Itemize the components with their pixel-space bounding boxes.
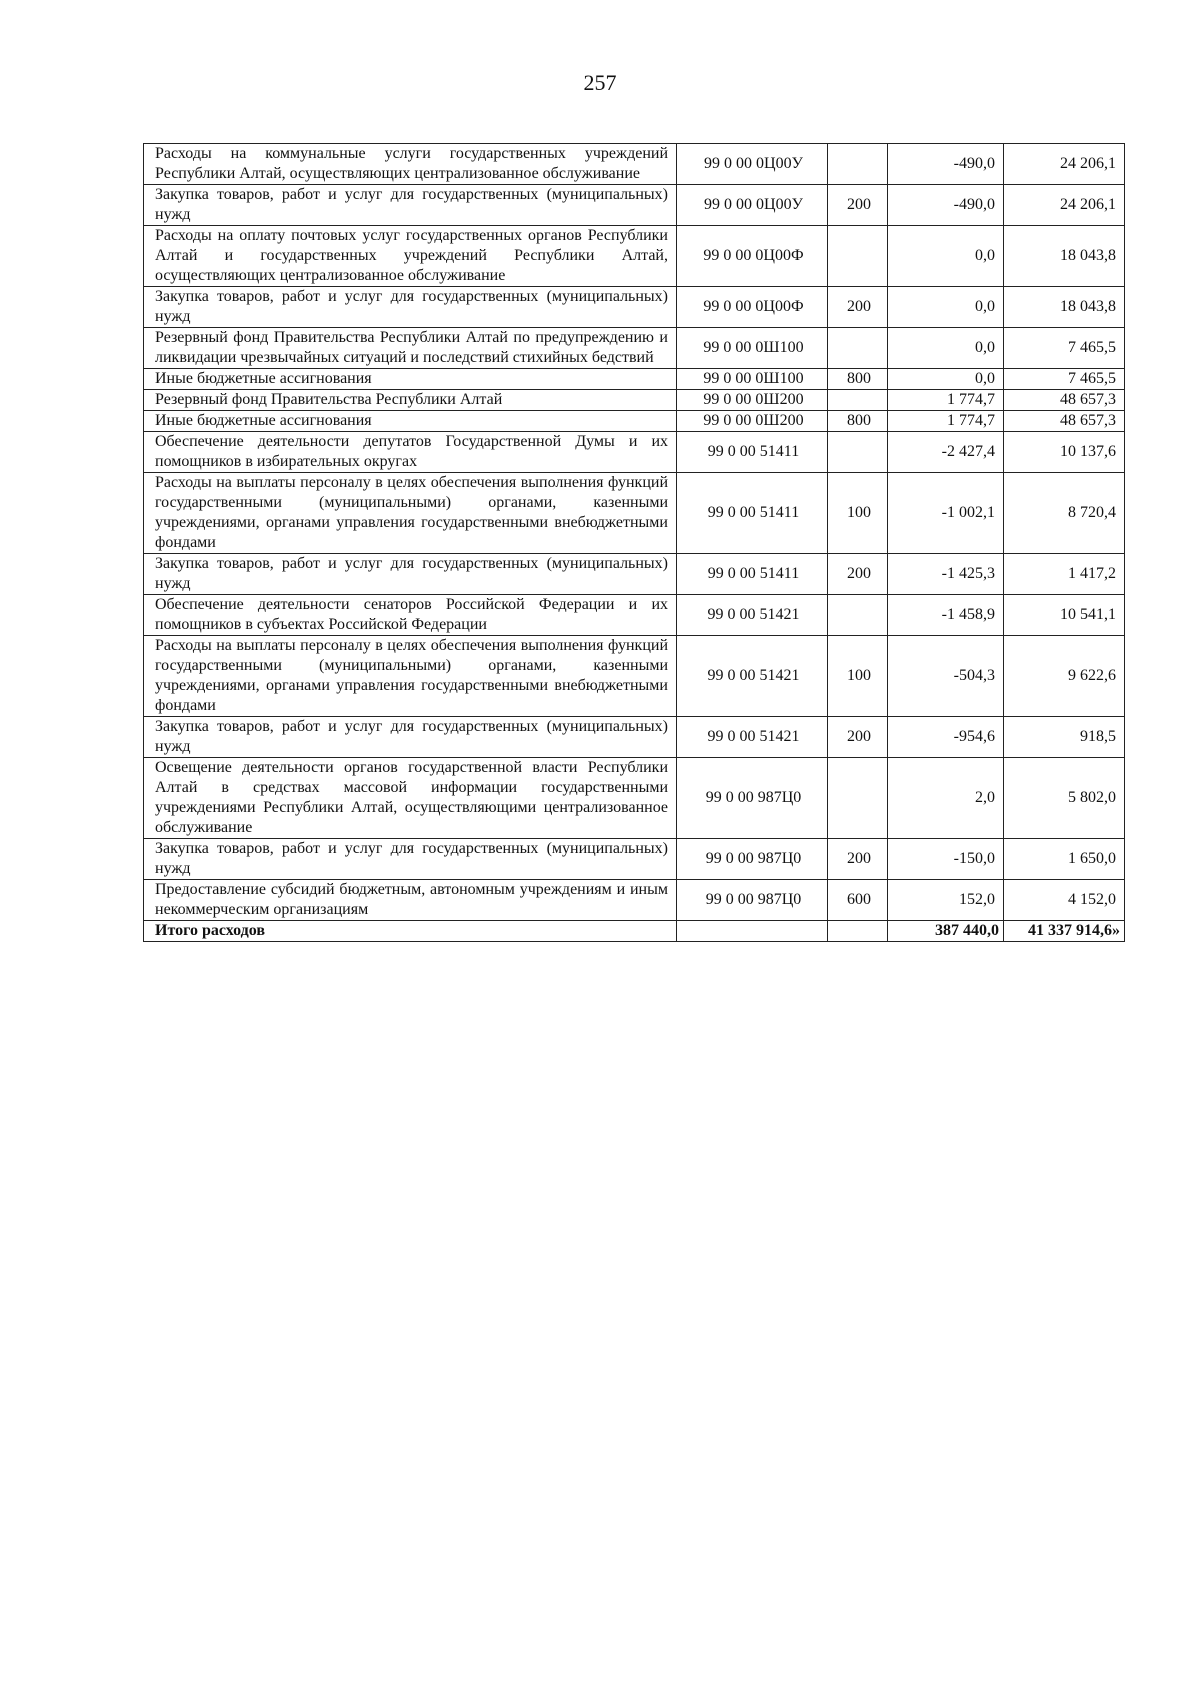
row-total-amount: 24 206,1 xyxy=(1004,185,1125,226)
table-row xyxy=(144,144,1125,185)
row-change-amount: -1 458,9 xyxy=(888,595,1004,636)
row-description: Закупка товаров, работ и услуг для государственных (муниципальных) нужд xyxy=(144,554,677,595)
row-total-amount: 918,5 xyxy=(1004,717,1125,758)
total-label: Итого расходов xyxy=(144,921,677,942)
row-expense-type: 200 xyxy=(828,287,888,328)
budget-table xyxy=(143,143,1125,942)
row-change-amount: -954,6 xyxy=(888,717,1004,758)
row-change-amount: -150,0 xyxy=(888,839,1004,880)
row-change-amount: 152,0 xyxy=(888,880,1004,921)
row-target-code: 99 0 00 51411 xyxy=(677,432,828,473)
row-change-amount: -490,0 xyxy=(888,185,1004,226)
row-total-amount: 9 622,6 xyxy=(1004,636,1125,717)
row-change-amount: 1 774,7 xyxy=(888,390,1004,411)
row-expense-type xyxy=(828,390,888,411)
row-total-amount: 48 657,3 xyxy=(1004,390,1125,411)
row-total-amount: 48 657,3 xyxy=(1004,411,1125,432)
row-total-amount: 1 417,2 xyxy=(1004,554,1125,595)
row-change-amount: 0,0 xyxy=(888,328,1004,369)
row-expense-type xyxy=(828,595,888,636)
row-description: Иные бюджетные ассигнования xyxy=(144,411,677,432)
row-change-amount: -1 425,3 xyxy=(888,554,1004,595)
row-change-amount: -2 427,4 xyxy=(888,432,1004,473)
total-change: 387 440,0 xyxy=(888,921,1004,942)
total-type xyxy=(828,921,888,942)
row-expense-type: 200 xyxy=(828,554,888,595)
row-change-amount: 0,0 xyxy=(888,287,1004,328)
row-total-amount: 10 137,6 xyxy=(1004,432,1125,473)
row-expense-type xyxy=(828,328,888,369)
table-row xyxy=(144,411,1125,432)
row-description: Расходы на оплату почтовых услуг государственных органов Республики Алтай и государственных учреждений Республики Алтай, осуществляющих централизованное обслуживание xyxy=(144,226,677,287)
row-target-code: 99 0 00 0Ш100 xyxy=(677,369,828,390)
row-total-amount: 1 650,0 xyxy=(1004,839,1125,880)
row-expense-type: 600 xyxy=(828,880,888,921)
table-row xyxy=(144,717,1125,758)
table-row xyxy=(144,185,1125,226)
row-description: Резервный фонд Правительства Республики Алтай xyxy=(144,390,677,411)
total-row xyxy=(144,921,1125,942)
row-expense-type: 800 xyxy=(828,411,888,432)
row-target-code: 99 0 00 987Ц0 xyxy=(677,839,828,880)
row-total-amount: 18 043,8 xyxy=(1004,287,1125,328)
row-description: Обеспечение деятельности сенаторов Российской Федерации и их помощников в субъектах Российской Федерации xyxy=(144,595,677,636)
row-expense-type: 800 xyxy=(828,369,888,390)
table-row xyxy=(144,595,1125,636)
table-row xyxy=(144,328,1125,369)
row-total-amount: 24 206,1 xyxy=(1004,144,1125,185)
table-row xyxy=(144,226,1125,287)
row-total-amount: 18 043,8 xyxy=(1004,226,1125,287)
row-target-code: 99 0 00 987Ц0 xyxy=(677,758,828,839)
row-total-amount: 10 541,1 xyxy=(1004,595,1125,636)
row-target-code: 99 0 00 51411 xyxy=(677,554,828,595)
row-description: Освещение деятельности органов государственной власти Республики Алтай в средствах массовой информации государственными учреждениями Республики Алтай, осуществляющими централизованное обслуживание xyxy=(144,758,677,839)
row-total-amount: 8 720,4 xyxy=(1004,473,1125,554)
row-change-amount: 1 774,7 xyxy=(888,411,1004,432)
row-expense-type: 100 xyxy=(828,636,888,717)
table-row xyxy=(144,390,1125,411)
row-change-amount: 0,0 xyxy=(888,369,1004,390)
row-change-amount: -490,0 xyxy=(888,144,1004,185)
table-row xyxy=(144,636,1125,717)
table-row xyxy=(144,432,1125,473)
table-row xyxy=(144,554,1125,595)
row-change-amount: 2,0 xyxy=(888,758,1004,839)
row-description: Расходы на выплаты персоналу в целях обеспечения выполнения функций государственными (муниципальными) органами, казенными учреждениями, органами управления государственными внебюджетными фондами xyxy=(144,636,677,717)
table-row xyxy=(144,287,1125,328)
row-change-amount: -1 002,1 xyxy=(888,473,1004,554)
row-change-amount: -504,3 xyxy=(888,636,1004,717)
table-row xyxy=(144,839,1125,880)
row-target-code: 99 0 00 51421 xyxy=(677,636,828,717)
row-expense-type xyxy=(828,144,888,185)
row-expense-type: 200 xyxy=(828,839,888,880)
row-description: Предоставление субсидий бюджетным, автономным учреждениям и иным некоммерческим организациям xyxy=(144,880,677,921)
row-target-code: 99 0 00 987Ц0 xyxy=(677,880,828,921)
row-expense-type: 200 xyxy=(828,185,888,226)
row-description: Расходы на коммунальные услуги государственных учреждений Республики Алтай, осуществляющих централизованное обслуживание xyxy=(144,144,677,185)
row-target-code: 99 0 00 0Ц00У xyxy=(677,144,828,185)
row-expense-type: 100 xyxy=(828,473,888,554)
row-target-code: 99 0 00 0Ш200 xyxy=(677,390,828,411)
row-expense-type xyxy=(828,758,888,839)
row-target-code: 99 0 00 51421 xyxy=(677,595,828,636)
row-change-amount: 0,0 xyxy=(888,226,1004,287)
row-total-amount: 7 465,5 xyxy=(1004,328,1125,369)
row-expense-type xyxy=(828,432,888,473)
row-description: Закупка товаров, работ и услуг для государственных (муниципальных) нужд xyxy=(144,287,677,328)
total-code xyxy=(677,921,828,942)
table-row xyxy=(144,880,1125,921)
row-description: Обеспечение деятельности депутатов Государственной Думы и их помощников в избирательных округах xyxy=(144,432,677,473)
row-description: Расходы на выплаты персоналу в целях обеспечения выполнения функций государственными (муниципальными) органами, казенными учреждениями, органами управления государственными внебюджетными фондами xyxy=(144,473,677,554)
row-target-code: 99 0 00 51421 xyxy=(677,717,828,758)
row-target-code: 99 0 00 0Ц00Ф xyxy=(677,226,828,287)
row-total-amount: 5 802,0 xyxy=(1004,758,1125,839)
row-description: Закупка товаров, работ и услуг для государственных (муниципальных) нужд xyxy=(144,717,677,758)
row-description: Закупка товаров, работ и услуг для государственных (муниципальных) нужд xyxy=(144,839,677,880)
row-target-code: 99 0 00 0Ш200 xyxy=(677,411,828,432)
row-target-code: 99 0 00 0Ц00Ф xyxy=(677,287,828,328)
table-row xyxy=(144,758,1125,839)
budget-table-body xyxy=(144,144,1125,942)
row-description: Закупка товаров, работ и услуг для государственных (муниципальных) нужд xyxy=(144,185,677,226)
row-expense-type xyxy=(828,226,888,287)
row-total-amount: 7 465,5 xyxy=(1004,369,1125,390)
row-total-amount: 4 152,0 xyxy=(1004,880,1125,921)
table-row xyxy=(144,369,1125,390)
row-description: Иные бюджетные ассигнования xyxy=(144,369,677,390)
row-target-code: 99 0 00 0Ш100 xyxy=(677,328,828,369)
page-number: 257 xyxy=(583,70,617,95)
table-row xyxy=(144,473,1125,554)
row-description: Резервный фонд Правительства Республики Алтай по предупреждению и ликвидации чрезвычайных ситуаций и последствий стихийных бедствий xyxy=(144,328,677,369)
total-amount: 41 337 914,6» xyxy=(1004,921,1125,942)
row-target-code: 99 0 00 51411 xyxy=(677,473,828,554)
row-target-code: 99 0 00 0Ц00У xyxy=(677,185,828,226)
row-expense-type: 200 xyxy=(828,717,888,758)
